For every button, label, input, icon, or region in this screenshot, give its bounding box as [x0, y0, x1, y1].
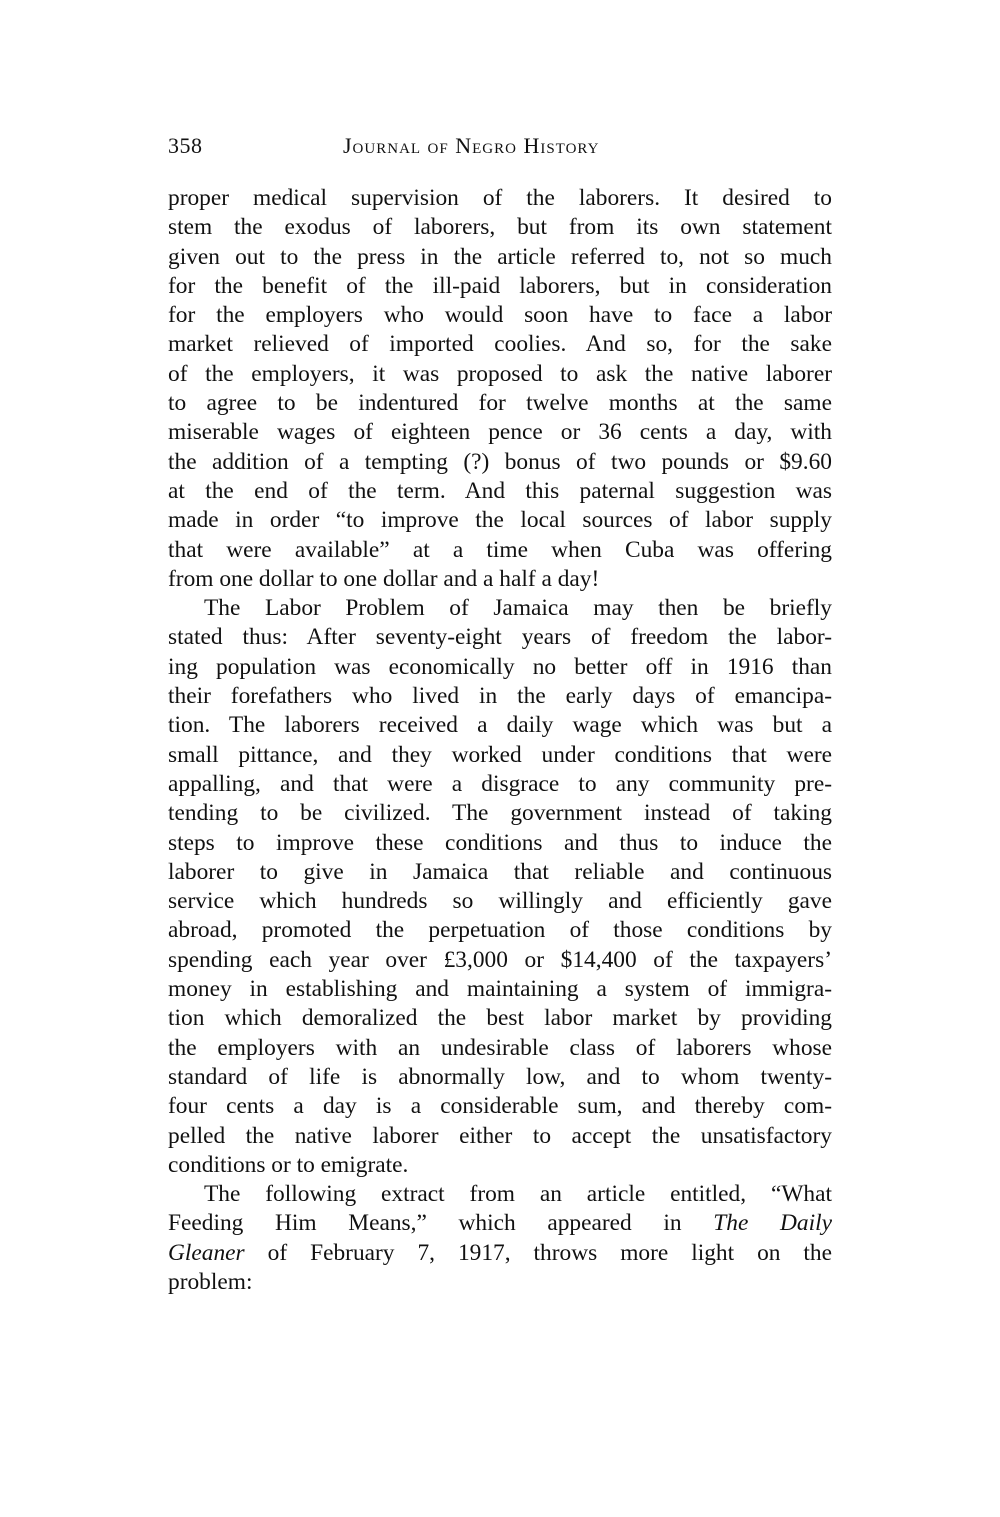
- text-line: spending each year over £3,000 or $14,400 of the taxpayers’: [168, 946, 832, 973]
- text-line: tending to be civilized. The government instead of taking: [168, 800, 832, 827]
- text-line: laborer to give in Jamaica that reliable and continuous: [168, 858, 832, 885]
- text-line: tion. The laborers received a daily wage which was but a: [168, 712, 832, 739]
- text-line: money in establishing and maintaining a system of immigra-: [168, 976, 832, 1003]
- text-line: standard of life is abnormally low, and to whom twenty-: [168, 1063, 832, 1090]
- text-line: [168, 1209, 832, 1238]
- paragraph-2: [168, 594, 832, 1180]
- text-line: small pittance, and they worked under conditions that were: [168, 741, 832, 768]
- text-line: ing population was economically no better off in 1916 than: [168, 653, 832, 680]
- text-line: from one dollar to one dollar and a half a day!: [168, 565, 600, 592]
- text-line: problem:: [168, 1268, 253, 1295]
- text-segment: Feeding Him Means,” which appeared in: [168, 1210, 714, 1237]
- text-line: the addition of a tempting (?) bonus of two pounds or $9.60: [168, 448, 832, 475]
- text-line: for the employers who would soon have to face a labor: [168, 302, 832, 329]
- text-line: for the benefit of the ill-paid laborers, but in consideration: [168, 272, 832, 299]
- body-text: [168, 184, 832, 1297]
- text-line: that were available” at a time when Cuba was offering: [168, 536, 832, 563]
- page-header: [168, 133, 832, 163]
- text-line: abroad, promoted the perpetuation of those conditions by: [168, 917, 832, 944]
- text-line: steps to improve these conditions and thus to induce the: [168, 829, 832, 856]
- text-line: pelled the native laborer either to accept the unsatisfactory: [168, 1122, 832, 1149]
- text-line: to agree to be indentured for twelve months at the same: [168, 390, 832, 417]
- text-line: at the end of the term. And this paternal suggestion was: [168, 477, 832, 504]
- text-segment: of February 7, 1917, throws more light on the: [244, 1239, 832, 1266]
- paragraph-1: [168, 184, 832, 594]
- text-line: service which hundreds so willingly and efficiently gave: [168, 888, 832, 915]
- text-line: their forefathers who lived in the early days of emancipa-: [168, 683, 832, 710]
- page-number: 358: [168, 133, 203, 158]
- text-line: miserable wages of eighteen pence or 36 cents a day, with: [168, 419, 832, 446]
- text-line: stem the exodus of laborers, but from its own statement: [168, 214, 832, 241]
- text-line: given out to the press in the article referred to, not so much: [168, 243, 832, 270]
- newspaper-title: Gleaner: [168, 1239, 245, 1266]
- running-head: Journal of Negro History: [343, 133, 600, 158]
- text-line: [168, 1239, 832, 1268]
- text-line: the employers with an undesirable class of laborers whose: [168, 1034, 832, 1061]
- text-line: appalling, and that were a disgrace to any community pre-: [168, 770, 832, 797]
- text-line: The Labor Problem of Jamaica may then be briefly: [204, 595, 832, 622]
- text-line: stated thus: After seventy-eight years of freedom the labor-: [168, 624, 832, 651]
- text-line: made in order “to improve the local sources of labor supply: [168, 507, 832, 534]
- text-line: market relieved of imported coolies. And so, for the sake: [168, 331, 832, 358]
- text-line: The following extract from an article entitled, “What: [204, 1181, 832, 1208]
- text-line: proper medical supervision of the laborers. It desired to: [168, 185, 832, 211]
- text-line: conditions or to emigrate.: [168, 1151, 409, 1178]
- text-line: of the employers, it was proposed to ask the native laborer: [168, 360, 832, 387]
- paragraph-3: [168, 1180, 832, 1297]
- text-line: four cents a day is a considerable sum, and thereby com-: [168, 1093, 832, 1120]
- text-line: tion which demoralized the best labor market by providing: [168, 1005, 832, 1032]
- newspaper-title: The Daily: [713, 1210, 832, 1237]
